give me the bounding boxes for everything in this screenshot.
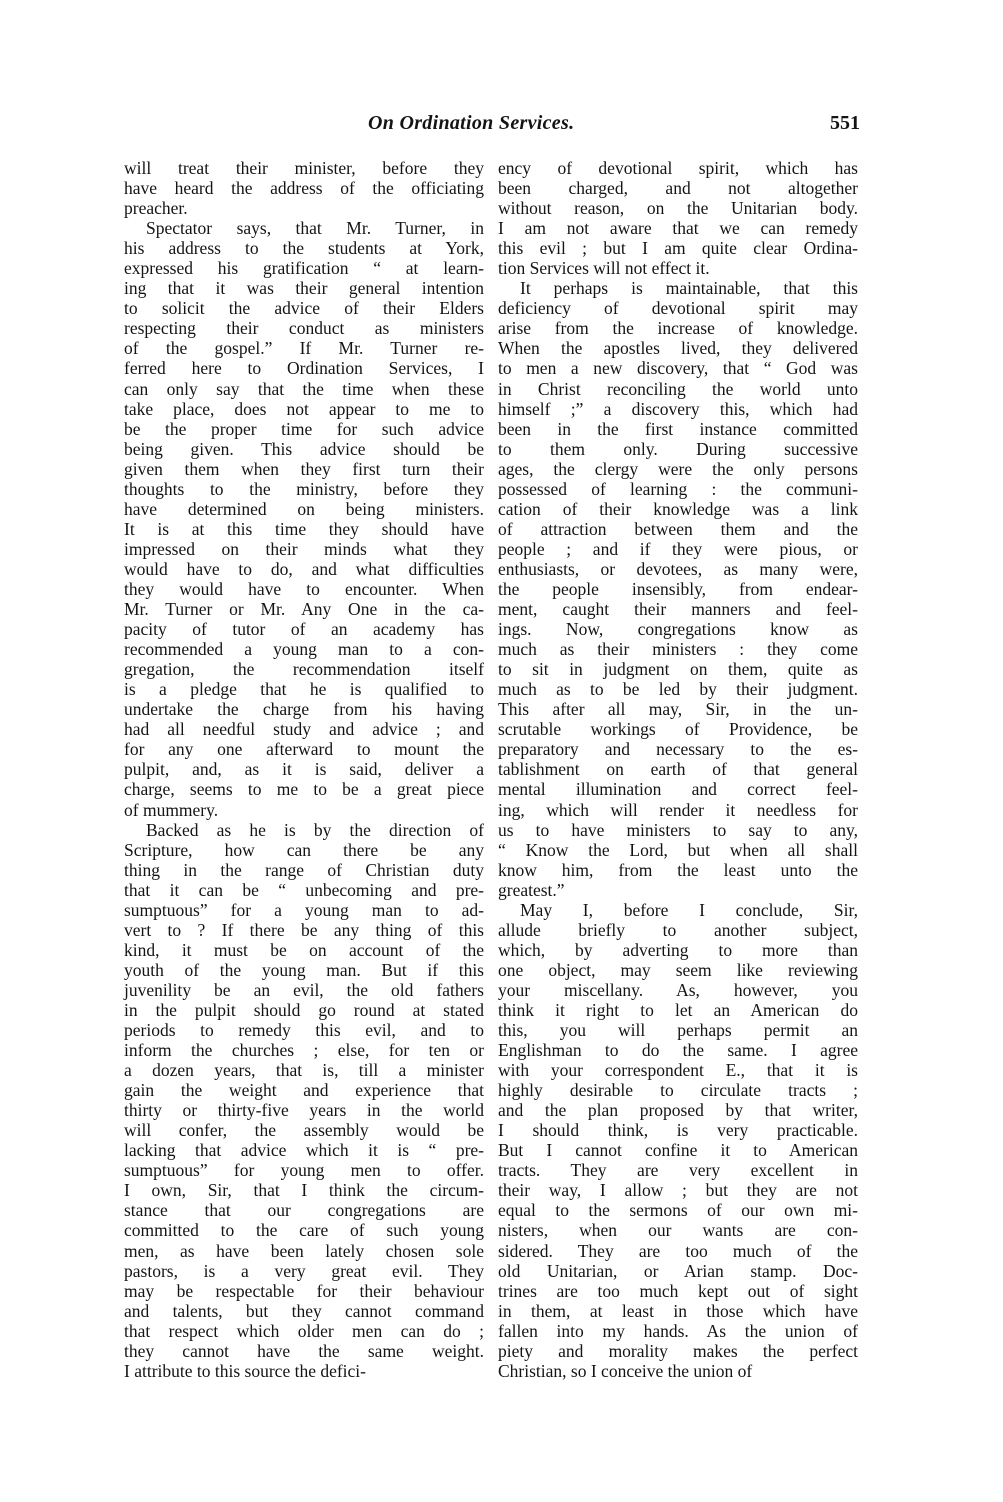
running-header: [120, 112, 860, 142]
text-line: in Christ reconciling the world unto: [498, 378, 858, 399]
text-line: Spectator says, that Mr. Turner, in: [146, 218, 484, 239]
text-line: take place, does not appear to me to: [124, 398, 484, 419]
text-line: to sit in judgment on them, quite as: [498, 659, 858, 680]
text-line: much as to be led by their judgment.: [498, 679, 858, 700]
text-line: for any one afterward to mount the: [124, 739, 484, 760]
text-line: thirty or thirty-five years in the world: [124, 1100, 484, 1121]
text-line: preacher.: [124, 198, 188, 219]
text-line: vert to ? If there be any thing of this: [124, 919, 484, 940]
text-line: would have to do, and what difficulties: [124, 558, 484, 579]
text-line: men, as have been lately chosen sole: [124, 1240, 484, 1261]
left-text-column: [124, 158, 484, 1381]
text-line: I should think, is very practicable.: [498, 1120, 858, 1141]
text-line: they would have to encounter. When: [124, 578, 484, 599]
text-line: Backed as he is by the direction of: [146, 819, 484, 840]
text-line: enthusiasts, or devotees, as many were,: [498, 558, 858, 579]
text-line: piety and morality makes the perfect: [498, 1340, 858, 1361]
text-line: respecting their conduct as ministers: [124, 318, 484, 339]
text-line: scrutable workings of Providence, be: [498, 719, 858, 740]
text-line: of mummery.: [124, 799, 219, 820]
right-text-column: [498, 158, 858, 1381]
text-line: I am not aware that we can remedy: [498, 218, 858, 239]
text-line: “ Know the Lord, but when all shall: [498, 839, 858, 860]
text-line: thoughts to the ministry, before they: [124, 478, 484, 499]
text-line: deficiency of devotional spirit may: [498, 298, 858, 319]
text-line: Christian, so I conceive the union of: [498, 1360, 753, 1381]
text-line: ings. Now, congregations know as: [498, 619, 858, 640]
text-line: It perhaps is maintainable, that this: [520, 278, 858, 299]
text-line: to men a new discovery, that “ God was: [498, 358, 858, 379]
text-line: I own, Sir, that I think the circum-: [124, 1180, 484, 1201]
text-line: sumptuous” for a young man to ad-: [124, 899, 484, 920]
text-line: Mr. Turner or Mr. Any One in the ca-: [124, 599, 484, 620]
text-line: juvenility be an evil, the old fathers: [124, 979, 484, 1000]
text-line: gain the weight and experience that: [124, 1080, 484, 1101]
text-line: When the apostles lived, they delivered: [498, 338, 858, 359]
text-line: think it right to let an American do: [498, 999, 858, 1020]
page-number: 551: [830, 112, 860, 134]
text-line: pulpit, and, as it is said, deliver a: [124, 759, 484, 780]
text-line: sidered. They are too much of the: [498, 1240, 858, 1261]
text-line: may be respectable for their behaviour: [124, 1280, 484, 1301]
text-line: this evil ; but I am quite clear Ordina-: [498, 238, 858, 259]
text-line: your miscellany. As, however, you: [498, 979, 858, 1000]
text-line: tablishment on earth of that general: [498, 759, 858, 780]
text-line: tion Services will not effect it.: [498, 258, 710, 279]
text-line: is a pledge that he is qualified to: [124, 679, 484, 700]
text-line: himself ;” a discovery this, which had: [498, 398, 858, 419]
text-line: ency of devotional spirit, which has: [498, 158, 858, 178]
text-line: mental illumination and correct feel-: [498, 779, 858, 800]
text-line: us to have ministers to say to any,: [498, 819, 858, 840]
text-line: Scripture, how can there be any: [124, 839, 484, 860]
text-line: equal to the sermons of our own mi-: [498, 1200, 858, 1221]
text-line: to them only. During successive: [498, 438, 858, 459]
text-line: ing that it was their general intention: [124, 278, 484, 299]
text-line: trines are too much kept out of sight: [498, 1280, 858, 1301]
text-line: greatest.”: [498, 879, 565, 900]
text-line: ing, which will render it needless for: [498, 799, 858, 820]
text-line: been in the first instance committed: [498, 418, 858, 439]
text-line: stance that our congregations are: [124, 1200, 484, 1221]
text-line: kind, it must be on account of the: [124, 939, 484, 960]
text-line: his address to the students at York,: [124, 238, 484, 259]
text-line: lacking that advice which it is “ pre-: [124, 1140, 484, 1161]
text-line: that it can be “ unbecoming and pre-: [124, 879, 484, 900]
text-line: given them when they first turn their: [124, 458, 484, 479]
running-title: On Ordination Services.: [368, 112, 575, 134]
text-line: old Unitarian, or Arian stamp. Doc-: [498, 1260, 858, 1281]
text-line: one object, may seem like reviewing: [498, 959, 858, 980]
text-line: being given. This advice should be: [124, 438, 484, 459]
text-line: nisters, when our wants are con-: [498, 1220, 858, 1241]
text-line: pastors, is a very great evil. They: [124, 1260, 484, 1281]
text-line: and the plan proposed by that writer,: [498, 1100, 858, 1121]
text-line: It is at this time they should have: [124, 518, 484, 539]
text-line: have determined on being ministers.: [124, 498, 484, 519]
text-line: committed to the care of such young: [124, 1220, 484, 1241]
text-line: allude briefly to another subject,: [498, 919, 858, 940]
text-line: highly desirable to circulate tracts ;: [498, 1080, 858, 1101]
text-line: pacity of tutor of an academy has: [124, 619, 484, 640]
text-line: youth of the young man. But if this: [124, 959, 484, 980]
text-line: can only say that the time when these: [124, 378, 484, 399]
text-line: the people insensibly, from endear-: [498, 578, 858, 599]
text-line: a dozen years, that is, till a minister: [124, 1060, 484, 1081]
text-line: of attraction between them and the: [498, 518, 858, 539]
text-line: expressed his gratification “ at learn-: [124, 258, 484, 279]
text-line: possessed of learning : the communi-: [498, 478, 858, 499]
text-line: May I, before I conclude, Sir,: [520, 899, 858, 920]
text-line: with your correspondent E., that it is: [498, 1060, 858, 1081]
text-line: ferred here to Ordination Services, I: [124, 358, 484, 379]
text-line: periods to remedy this evil, and to: [124, 1020, 484, 1041]
text-line: tracts. They are very excellent in: [498, 1160, 858, 1181]
text-line: in the pulpit should go round at stated: [124, 999, 484, 1020]
text-line: without reason, on the Unitarian body.: [498, 198, 858, 219]
text-line: will confer, the assembly would be: [124, 1120, 484, 1141]
text-line: in them, at least in those which have: [498, 1300, 858, 1321]
text-line: preparatory and necessary to the es-: [498, 739, 858, 760]
text-line: fallen into my hands. As the union of: [498, 1320, 858, 1341]
text-line: of the gospel.” If Mr. Turner re-: [124, 338, 484, 359]
text-line: had all needful study and advice ; and: [124, 719, 484, 740]
text-line: Englishman to do the same. I agree: [498, 1040, 858, 1061]
text-line: ment, caught their manners and feel-: [498, 599, 858, 620]
text-line: which, by adverting to more than: [498, 939, 858, 960]
text-line: This after all may, Sir, in the un-: [498, 699, 858, 720]
text-line: impressed on their minds what they: [124, 538, 484, 559]
text-line: and talents, but they cannot command: [124, 1300, 484, 1321]
text-line: much as their ministers : they come: [498, 639, 858, 660]
text-line: gregation, the recommendation itself: [124, 659, 484, 680]
text-line: know him, from the least unto the: [498, 859, 858, 880]
text-line: charge, seems to me to be a great piece: [124, 779, 484, 800]
text-line: their way, I allow ; but they are not: [498, 1180, 858, 1201]
text-line: thing in the range of Christian duty: [124, 859, 484, 880]
text-line: be the proper time for such advice: [124, 418, 484, 439]
text-line: But I cannot confine it to American: [498, 1140, 858, 1161]
text-line: will treat their minister, before they: [124, 158, 484, 178]
text-line: recommended a young man to a con-: [124, 639, 484, 660]
text-line: sumptuous” for young men to offer.: [124, 1160, 484, 1181]
text-line: I attribute to this source the defici-: [124, 1360, 367, 1381]
text-line: this, you will perhaps permit an: [498, 1020, 858, 1041]
text-line: they cannot have the same weight.: [124, 1340, 484, 1361]
text-line: cation of their knowledge was a link: [498, 498, 858, 519]
text-line: ages, the clergy were the only persons: [498, 458, 858, 479]
text-line: undertake the charge from his having: [124, 699, 484, 720]
text-line: inform the churches ; else, for ten or: [124, 1040, 484, 1061]
text-line: have heard the address of the officiating: [124, 178, 484, 199]
text-line: arise from the increase of knowledge.: [498, 318, 858, 339]
text-line: people ; and if they were pious, or: [498, 538, 858, 559]
text-line: been charged, and not altogether: [498, 178, 858, 199]
text-line: to solicit the advice of their Elders: [124, 298, 484, 319]
text-line: that respect which older men can do ;: [124, 1320, 484, 1341]
